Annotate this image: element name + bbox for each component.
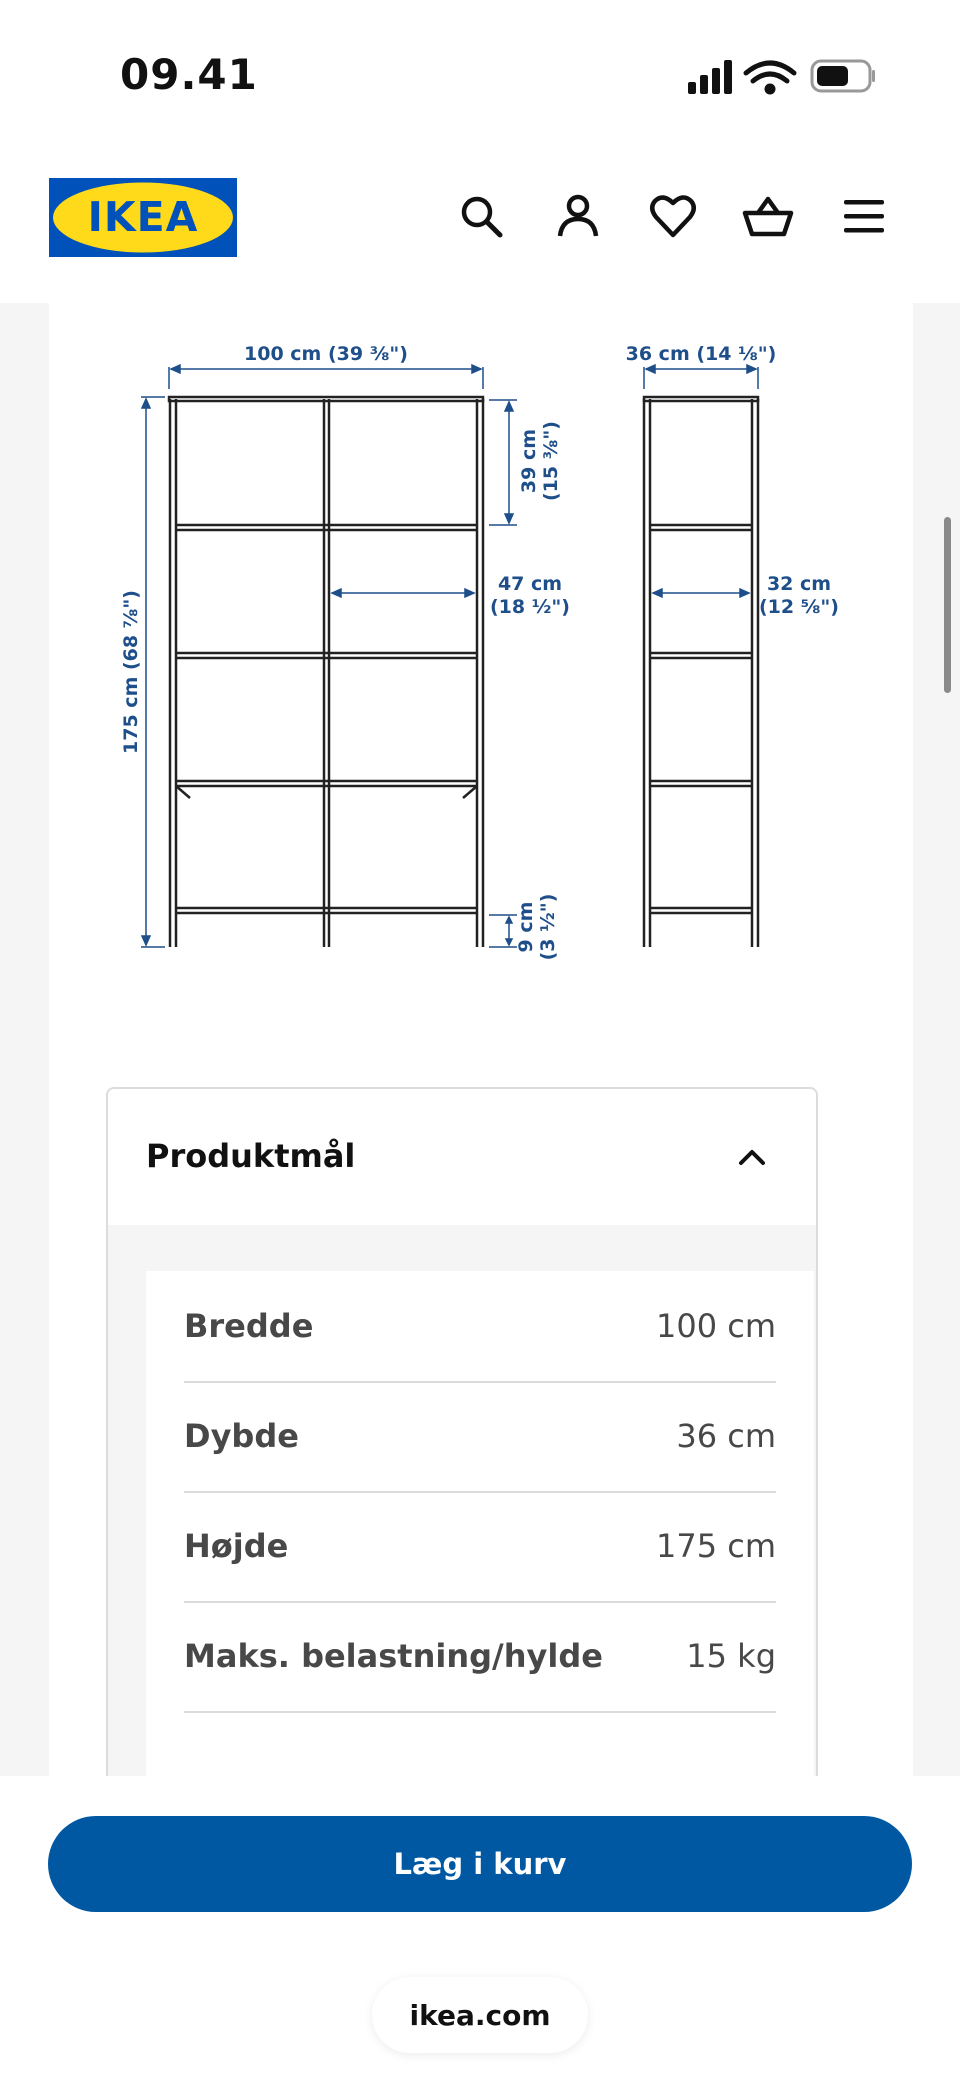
add-to-cart-button[interactable]: Læg i kurv [48,1816,912,1912]
accordion-header[interactable] [108,1089,816,1225]
favourites-button[interactable] [645,188,701,244]
product-dimensions-accordion [106,1087,818,1776]
dimension-row [184,1271,776,1383]
shelf-gap-dimension-label [518,421,562,501]
ikea-logo[interactable] [49,178,237,257]
dimension-row [184,1381,776,1493]
bottom-gap-dimension-label [515,894,559,961]
width-dimension-label: 100 cm (39 ⅜") [244,343,408,365]
dimension-label: Bredde [184,1307,314,1345]
shelf-gap-cm: 39 cm [518,428,540,494]
page-scrollbar[interactable] [944,517,951,693]
dimensions-panel [146,1271,814,1776]
status-bar [0,0,960,150]
logo-text: IKEA [87,193,199,241]
dimension-label: Dybde [184,1417,299,1455]
depth-dimension-label: 36 cm (14 ⅛") [625,343,777,365]
site-header [0,150,960,303]
menu-button[interactable] [836,188,892,244]
search-button[interactable] [453,188,509,244]
account-button[interactable] [550,188,606,244]
dimension-label: Maks. belastning/hylde [184,1637,603,1675]
bottom-gap-inch: (3 ½") [537,893,559,961]
inner-depth-inch: (12 ⅝") [759,596,839,618]
bottom-action-bar [0,1776,960,2087]
basket-icon [742,193,794,239]
shelf-side-view [644,397,758,947]
search-icon [458,193,504,239]
heart-icon [649,193,697,239]
dimension-drawing [49,303,913,1063]
status-time: 09.41 [120,50,258,99]
basket-button[interactable] [740,188,796,244]
inner-width-inch: (18 ½") [490,596,570,618]
status-icons [686,56,876,100]
inner-width-cm: 47 cm [497,573,563,595]
height-dimension-label: 175 cm (68 ⅞") [120,590,142,754]
browser-url-bar[interactable]: ikea.com [372,1977,588,2053]
wifi-icon [746,63,794,92]
dimension-value: 15 kg [686,1637,776,1675]
user-icon [555,193,601,239]
dimension-label: Højde [184,1527,289,1565]
signal-icon [688,60,732,94]
chevron-up-icon [736,1141,768,1173]
product-content [49,303,913,1776]
dimension-value: 36 cm [676,1417,776,1455]
battery-icon [812,61,875,91]
menu-icon [842,196,886,236]
dimension-row [184,1601,776,1713]
inner-depth-cm: 32 cm [766,573,832,595]
shelf-front-view [169,397,483,947]
dimension-row [184,1491,776,1603]
dimension-value: 175 cm [655,1527,776,1565]
dimension-value: 100 cm [655,1307,776,1345]
shelf-gap-inch: (15 ⅜") [540,421,562,501]
dimension-lines [141,365,758,947]
accordion-title: Produktmål [146,1137,356,1175]
bottom-gap-cm: 9 cm [515,901,537,953]
